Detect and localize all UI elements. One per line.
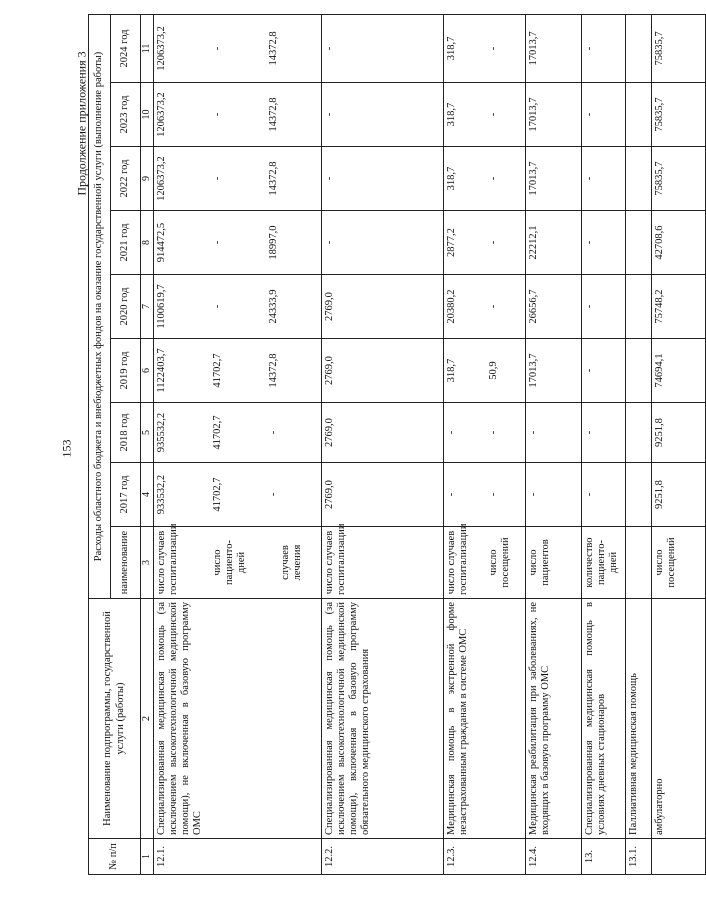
value: 75835,7	[653, 161, 665, 196]
value: -	[487, 112, 499, 117]
year-value-cell	[525, 147, 581, 211]
value: 20380,2	[445, 289, 457, 324]
year-value-cell	[153, 275, 321, 339]
expenditure-table	[88, 14, 706, 875]
value: 2769,0	[323, 480, 335, 509]
unit-label: число пациенто-дней	[211, 540, 247, 585]
row-name: Медицинская помощь в экстренной форме незастрахованным гражданам в системе ОМС	[443, 599, 525, 839]
year-value-cell	[651, 147, 705, 211]
row-number: 12.2.	[321, 839, 443, 875]
value: 1100619,7	[155, 284, 167, 329]
column-index: 5	[141, 403, 154, 463]
year-value-cell	[651, 339, 705, 403]
value: 14372,8	[267, 97, 279, 132]
year-header: 2019 год	[111, 339, 141, 403]
value: 41702,7	[211, 477, 223, 512]
year-header: 2017 год	[111, 463, 141, 527]
value: 2769,0	[323, 418, 335, 447]
value: -	[211, 176, 223, 181]
value: 318,7	[445, 358, 457, 383]
unit-label: случаев лечения	[279, 544, 303, 581]
unit-label: число пациентов	[527, 539, 551, 586]
value: -	[527, 430, 539, 435]
year-value-cell	[625, 83, 651, 147]
row-number: 12.4.	[525, 839, 581, 875]
table-row	[321, 14, 443, 874]
year-value-cell	[625, 339, 651, 403]
year-value-cell	[443, 211, 525, 275]
year-value-cell	[581, 211, 625, 275]
column-index: 9	[141, 147, 154, 211]
value: 17013,7	[527, 353, 539, 388]
year-value-cell	[581, 463, 625, 527]
year-value-cell	[625, 147, 651, 211]
year-value-cell	[581, 147, 625, 211]
year-value-cell	[525, 211, 581, 275]
value: -	[487, 430, 499, 435]
column-index: 7	[141, 275, 154, 339]
value: -	[583, 430, 595, 435]
appendix-continuation: Продолжение приложения 3	[74, 51, 89, 196]
col-group-header: Расходы областного бюджета и внебюджетных фондов на оказание государственной услуги (выполнение работы)	[89, 14, 111, 598]
row-unit	[153, 523, 321, 599]
value: 9251,8	[653, 418, 665, 447]
table-row	[443, 14, 525, 874]
table-row	[153, 14, 321, 874]
col-unit-header: наименование	[111, 527, 141, 599]
year-value-cell	[153, 463, 321, 527]
value: 14372,8	[267, 161, 279, 196]
row-name: Специализированная медицинская помощь в условиях дневных стационаров	[581, 599, 625, 839]
value: 17013,7	[527, 31, 539, 66]
value: 50,9	[487, 361, 499, 380]
value: -	[583, 46, 595, 51]
value: -	[267, 492, 279, 497]
year-value-cell	[651, 83, 705, 147]
column-index: 10	[141, 83, 154, 147]
value: -	[445, 492, 457, 497]
row-unit	[651, 527, 705, 599]
year-value-cell	[321, 463, 443, 527]
value: 41702,7	[211, 353, 223, 388]
value: 17013,7	[527, 161, 539, 196]
year-value-cell	[525, 83, 581, 147]
value: -	[211, 112, 223, 117]
year-value-cell	[525, 463, 581, 527]
value: 26656,7	[527, 289, 539, 324]
value: -	[487, 46, 499, 51]
value: 14372,8	[267, 353, 279, 388]
row-number: 12.1.	[153, 839, 321, 875]
year-value-cell	[443, 275, 525, 339]
value: 933532,2	[155, 474, 167, 515]
unit-label: число посещений	[487, 537, 511, 588]
year-value-cell	[321, 403, 443, 463]
year-value-cell	[651, 211, 705, 275]
rotated-table-wrapper	[88, 15, 677, 875]
year-value-cell	[581, 83, 625, 147]
year-value-cell	[625, 463, 651, 527]
year-value-cell	[443, 14, 525, 82]
year-value-cell	[525, 275, 581, 339]
year-value-cell	[525, 403, 581, 463]
value: -	[487, 240, 499, 245]
value: 14372,8	[267, 31, 279, 66]
year-value-cell	[651, 463, 705, 527]
row-name: амбулаторно	[651, 599, 705, 839]
value: -	[487, 176, 499, 181]
value: 2769,0	[323, 292, 335, 321]
value: 17013,7	[527, 97, 539, 132]
column-index: 8	[141, 211, 154, 275]
value: 935532,2	[155, 412, 167, 453]
year-header: 2021 год	[111, 211, 141, 275]
row-name: Медицинская реабилитация при заболеваниях, не входящих в базовую программу ОМС	[525, 599, 581, 839]
value: -	[323, 176, 335, 181]
year-value-cell	[625, 14, 651, 82]
value: 75835,7	[653, 31, 665, 66]
value: -	[583, 492, 595, 497]
year-header: 2018 год	[111, 403, 141, 463]
year-value-cell	[321, 83, 443, 147]
value: 42708,6	[653, 225, 665, 260]
column-index: 11	[141, 14, 154, 82]
page-number: 153	[59, 439, 74, 458]
year-value-cell	[651, 403, 705, 463]
year-header: 2024 год	[111, 14, 141, 82]
year-value-cell	[443, 339, 525, 403]
row-name: Специализированная медицинская помощь (за исключением высокотехнологичной медицинской помощи), включенная в базовую программу обязательного медицинского страхования	[321, 599, 443, 839]
year-value-cell	[321, 339, 443, 403]
year-value-cell	[153, 403, 321, 463]
value: 2769,0	[323, 356, 335, 385]
column-index: 6	[141, 339, 154, 403]
value: 318,7	[445, 102, 457, 127]
value: -	[211, 240, 223, 245]
value: -	[487, 304, 499, 309]
value: 2877,2	[445, 228, 457, 257]
row-name: Специализированная медицинская помощь (за исключением высокотехнологичной медицинской помощи), не включенная в базовую программу ОМС	[153, 599, 321, 839]
row-unit	[581, 527, 625, 599]
year-value-cell	[153, 83, 321, 147]
value: 22212,1	[527, 225, 539, 260]
value: -	[583, 240, 595, 245]
row-number: 13.1.	[625, 839, 651, 875]
value: -	[583, 304, 595, 309]
year-value-cell	[153, 14, 321, 82]
column-index: 4	[141, 463, 154, 527]
year-value-cell	[581, 275, 625, 339]
value: 9251,8	[653, 480, 665, 509]
year-header: 2022 год	[111, 147, 141, 211]
year-value-cell	[153, 147, 321, 211]
value: 74694,1	[653, 353, 665, 388]
value: -	[323, 112, 335, 117]
year-value-cell	[581, 14, 625, 82]
year-value-cell	[525, 339, 581, 403]
year-value-cell	[651, 14, 705, 82]
value: 1206373,2	[155, 26, 167, 71]
year-value-cell	[625, 403, 651, 463]
row-name: Паллиативная медицинская помощь	[625, 599, 651, 839]
value: 41702,7	[211, 415, 223, 450]
row-number: 13.	[581, 839, 625, 875]
value: -	[527, 492, 539, 497]
value: -	[323, 240, 335, 245]
unit-label: число посещений	[653, 537, 677, 588]
row-unit	[443, 523, 525, 599]
row-unit	[625, 527, 651, 599]
year-value-cell	[321, 275, 443, 339]
col-name-header: Наименование подпрограммы, государственной услуги (работы)	[89, 599, 141, 839]
year-value-cell	[625, 275, 651, 339]
value: -	[583, 112, 595, 117]
year-value-cell	[153, 339, 321, 403]
value: 1206373,2	[155, 156, 167, 201]
year-value-cell	[651, 275, 705, 339]
value: 1122403,7	[155, 348, 167, 393]
value: 318,7	[445, 166, 457, 191]
year-value-cell	[321, 211, 443, 275]
row-unit	[321, 523, 443, 599]
value: 1206373,2	[155, 92, 167, 137]
value: 914472,5	[155, 222, 167, 263]
year-value-cell	[443, 83, 525, 147]
column-index: 2	[141, 599, 154, 839]
year-value-cell	[525, 14, 581, 82]
year-value-cell	[581, 339, 625, 403]
value: -	[211, 46, 223, 51]
unit-label: количество пациенто-дней	[583, 537, 619, 588]
year-value-cell	[443, 147, 525, 211]
col-num-header: № п/п	[89, 839, 141, 875]
table-row	[525, 14, 581, 874]
value: -	[583, 176, 595, 181]
year-value-cell	[581, 403, 625, 463]
unit-label: число случаев госпитализации	[155, 523, 179, 595]
value: 24333,9	[267, 289, 279, 324]
value: 18997,0	[267, 225, 279, 260]
year-value-cell	[321, 14, 443, 82]
column-index: 3	[141, 527, 154, 599]
year-value-cell	[625, 211, 651, 275]
value: 318,7	[445, 36, 457, 61]
unit-label: число случаев госпитализации	[323, 523, 347, 595]
value: -	[487, 492, 499, 497]
value: 75748,2	[653, 289, 665, 324]
value: -	[583, 368, 595, 373]
value: -	[211, 304, 223, 309]
row-unit	[525, 527, 581, 599]
year-value-cell	[443, 403, 525, 463]
year-value-cell	[153, 211, 321, 275]
value: -	[445, 430, 457, 435]
value: -	[323, 46, 335, 51]
value: 75835,7	[653, 97, 665, 132]
row-number: 12.3.	[443, 839, 525, 875]
year-header: 2020 год	[111, 275, 141, 339]
value: -	[267, 430, 279, 435]
table-row	[651, 14, 705, 874]
column-index: 1	[141, 839, 154, 875]
table-row	[581, 14, 625, 874]
year-value-cell	[443, 463, 525, 527]
row-number	[651, 839, 705, 875]
unit-label: число случаев госпитализации	[445, 523, 469, 595]
year-header: 2023 год	[111, 83, 141, 147]
year-value-cell	[321, 147, 443, 211]
table-row	[625, 14, 651, 874]
